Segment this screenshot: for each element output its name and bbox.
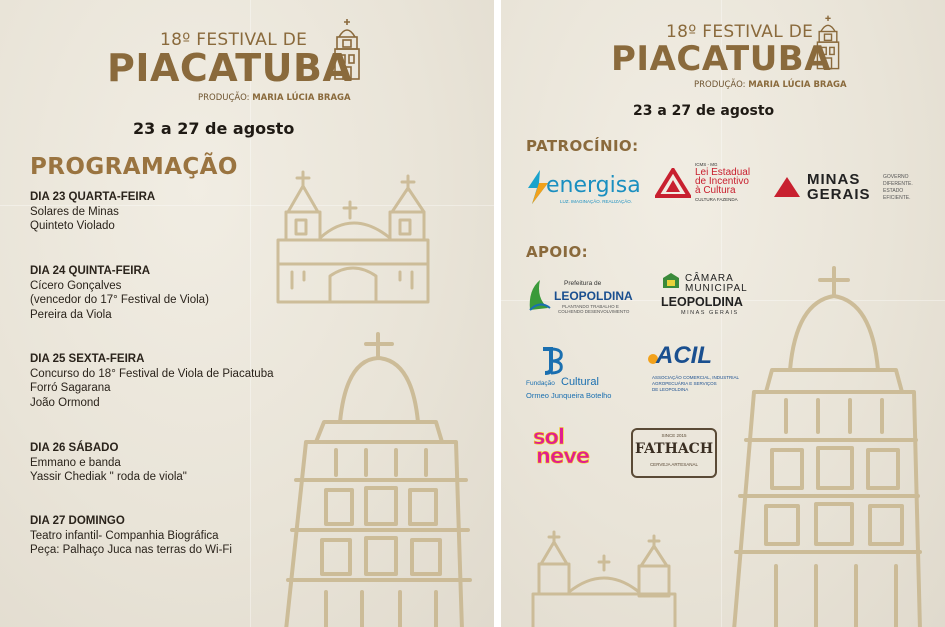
program-day bbox=[30, 264, 209, 323]
sponsors-panel bbox=[501, 0, 945, 627]
day-event: Teatro infantil- Companhia Biográfica bbox=[30, 529, 219, 542]
fundacao-line1: Fundação bbox=[526, 380, 555, 387]
camara-line2: MUNICIPAL bbox=[685, 283, 748, 294]
sol-neve-line1: sol bbox=[533, 425, 565, 449]
minas-side4: EFICIENTE. bbox=[883, 195, 911, 201]
program-day bbox=[30, 190, 155, 234]
camara-line1: CÂMARA bbox=[685, 273, 734, 284]
lei-bottom: CULTURA FAZENDA bbox=[695, 197, 738, 202]
day-heading: DIA 24 QUINTA-FEIRA bbox=[30, 265, 151, 277]
day-event: Forró Sagarana bbox=[30, 382, 111, 395]
production-credit bbox=[694, 80, 847, 90]
fundacao-line2: Ormeo Junqueira Botelho bbox=[526, 391, 612, 400]
production-label: PRODUÇÃO: bbox=[694, 80, 746, 90]
sponsors-title: PATROCÍNIO: bbox=[526, 137, 639, 155]
camara-line3: LEOPOLDINA bbox=[661, 295, 743, 309]
day-event: (vencedor do 17° Festival de Viola) bbox=[30, 294, 209, 307]
lei-line2: de Incentivo bbox=[695, 176, 749, 187]
prefeitura-name: LEOPOLDINA bbox=[554, 289, 633, 303]
lei-incentivo-icon bbox=[655, 168, 691, 198]
lei-incentivo-logo bbox=[655, 162, 765, 206]
fathach-name: FATHACH bbox=[634, 441, 714, 457]
program-title: PROGRAMAÇÃO bbox=[30, 154, 238, 180]
day-event: Peça: Palhaço Juca nas terras do Wi-Fi bbox=[30, 544, 232, 557]
minas-line1: MINAS bbox=[807, 171, 861, 188]
day-event: Solares de Minas bbox=[30, 205, 119, 218]
acil-sub2: AGROPECUÁRIA E SERVIÇOS bbox=[652, 381, 717, 386]
fathach-since: SINCE 2015 bbox=[661, 433, 687, 438]
festival-edition: 18º FESTIVAL DE bbox=[160, 30, 308, 50]
day-event: Yassir Chediak " roda de viola" bbox=[30, 471, 187, 484]
day-event: Pereira da Viola bbox=[30, 309, 112, 322]
festival-dates: 23 a 27 de agosto bbox=[633, 103, 775, 119]
production-name: MARIA LÚCIA BRAGA bbox=[252, 93, 351, 103]
day-event: Concurso do 18° Festival de Viola de Piacatuba bbox=[30, 367, 274, 380]
panel-divider bbox=[494, 0, 501, 627]
minas-triangle-icon bbox=[773, 176, 801, 198]
festival-brand: PIACATUBA bbox=[611, 39, 832, 79]
church-tower-logo-icon bbox=[813, 12, 843, 74]
church-sketch-icon bbox=[529, 530, 679, 627]
fundacao-monogram-icon bbox=[539, 345, 565, 375]
church-sketch-icon bbox=[268, 168, 438, 338]
prefeitura-top: Prefeitura de bbox=[564, 280, 602, 287]
program-day bbox=[30, 441, 187, 485]
support-title: APOIO: bbox=[526, 243, 589, 261]
prefeitura-leopoldina-logo bbox=[526, 276, 636, 320]
day-event: Quinteto Violado bbox=[30, 220, 115, 233]
minas-line2: GERAIS bbox=[807, 186, 871, 203]
day-event: Cícero Gonçalves bbox=[30, 279, 122, 292]
sol-neve-line2: neve bbox=[536, 444, 590, 468]
day-event: João Ormond bbox=[30, 397, 100, 410]
sol-neve-logo bbox=[529, 425, 609, 475]
camara-crest-icon bbox=[661, 272, 681, 292]
fundacao-line1b: Cultural bbox=[561, 376, 599, 388]
camara-line4: MINAS GERAIS bbox=[681, 310, 739, 316]
fundacao-cultural-logo bbox=[526, 345, 636, 405]
fathach-logo bbox=[631, 428, 717, 478]
prefeitura-leaf-icon bbox=[526, 278, 552, 312]
program-day bbox=[30, 514, 232, 558]
acil-sub1: ASSOCIAÇÃO COMERCIAL, INDUSTRIAL bbox=[652, 375, 740, 380]
festival-brand: PIACATUBA bbox=[107, 46, 353, 90]
production-label: PRODUÇÃO: bbox=[198, 93, 250, 103]
minas-side3: ESTADO bbox=[883, 188, 904, 194]
lei-top: ICMS - MG bbox=[695, 162, 718, 167]
acil-name: ACIL bbox=[656, 342, 712, 369]
festival-dates: 23 a 27 de agosto bbox=[133, 119, 295, 138]
energisa-tagline: LUZ. IMAGINAÇÃO. REALIZAÇÃO. bbox=[560, 199, 633, 204]
acil-sub3: DE LEOPOLDINA bbox=[652, 387, 689, 392]
minas-side1: GOVERNO bbox=[883, 174, 909, 180]
minas-side2: DIFERENTE. bbox=[883, 181, 913, 187]
day-heading: DIA 25 SEXTA-FEIRA bbox=[30, 353, 145, 365]
lei-line1: Lei Estadual bbox=[695, 167, 751, 178]
bell-tower-sketch-icon bbox=[706, 260, 936, 627]
production-credit bbox=[198, 93, 351, 103]
production-name: MARIA LÚCIA BRAGA bbox=[748, 80, 847, 90]
energisa-name: energisa bbox=[546, 173, 641, 198]
fathach-sub: CERVEJA ARTESANAL bbox=[649, 462, 699, 467]
prefeitura-sub1: PLANTANDO TRABALHO E bbox=[562, 304, 619, 309]
minas-gerais-logo bbox=[773, 170, 933, 210]
bell-tower-sketch-icon bbox=[266, 330, 486, 627]
program-day bbox=[30, 352, 273, 411]
church-tower-logo-icon bbox=[330, 17, 364, 83]
lei-line3: à Cultura bbox=[695, 185, 736, 196]
day-heading: DIA 23 QUARTA-FEIRA bbox=[30, 191, 156, 203]
prefeitura-sub2: COLHENDO DESENVOLVIMENTO bbox=[558, 309, 630, 314]
energisa-logo bbox=[526, 168, 646, 208]
day-heading: DIA 26 SÁBADO bbox=[30, 442, 119, 454]
festival-edition: 18º FESTIVAL DE bbox=[666, 22, 814, 42]
day-heading: DIA 27 DOMINGO bbox=[30, 515, 125, 527]
day-event: Emmano e banda bbox=[30, 456, 121, 469]
